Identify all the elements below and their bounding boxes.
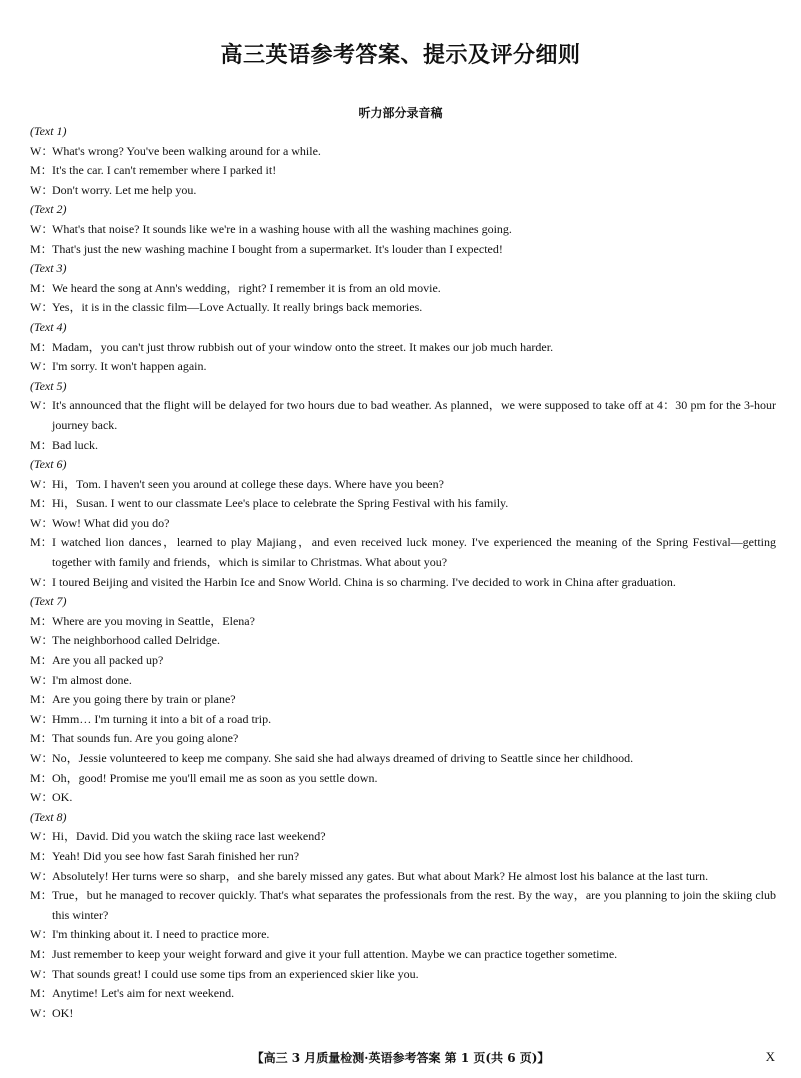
dialogue-line <box>30 514 776 534</box>
speaker-label: M： <box>30 653 53 668</box>
speaker-label: M： <box>30 692 53 707</box>
text-marker: (Text 5) <box>30 378 67 393</box>
dialogue-text: The neighborhood called Delridge. <box>52 633 220 648</box>
speaker-label: W： <box>30 711 54 726</box>
dialogue-line <box>30 710 776 730</box>
speaker-label: M： <box>30 986 53 1001</box>
transcript <box>30 122 776 1023</box>
speaker-label: M： <box>30 280 53 295</box>
dialogue-line <box>30 357 776 377</box>
dialogue-text: Hi，David. Did you watch the skiing race last weekend? <box>52 829 326 844</box>
dialogue-line <box>30 181 776 201</box>
text-marker: (Text 2) <box>30 202 67 217</box>
dialogue-text: OK. <box>52 790 73 805</box>
page-title: 高三英语参考答案、提示及评分细则 <box>220 43 581 68</box>
speaker-label: W： <box>30 300 54 315</box>
speaker-label: W： <box>30 221 54 236</box>
dialogue-line <box>30 396 776 435</box>
dialogue-text: That's just the new washing machine I bought from a supermarket. It's louder than I expected! <box>52 241 503 256</box>
speaker-label: W： <box>30 143 54 158</box>
dialogue-line <box>30 690 776 710</box>
dialogue-text: Anytime! Let's aim for next weekend. <box>52 986 235 1001</box>
speaker-label: W： <box>30 515 54 530</box>
speaker-label: M： <box>30 241 53 256</box>
dialogue-text: No，Jessie volunteered to keep me company. She said she had always dreamed of driving to Seattle since her childhood. <box>52 751 634 765</box>
dialogue-line <box>30 749 776 769</box>
dialogue-line <box>30 494 776 514</box>
dialogue-text: That sounds fun. Are you going alone? <box>52 731 239 746</box>
dialogue-line <box>30 279 776 299</box>
dialogue-text: Hmm… I'm turning it into a bit of a road trip. <box>52 711 272 726</box>
dialogue-text: What's that noise? It sounds like we're in a washing house with all the washing machines going. <box>52 221 512 236</box>
dialogue-text: Absolutely! Her turns were so sharp，and she barely missed any gates. But what about Mark? He almost lost his balance at the last turn. <box>52 868 709 883</box>
dialogue-line <box>30 827 776 847</box>
text-marker: (Text 7) <box>30 594 67 609</box>
dialogue-line <box>30 338 776 358</box>
text-marker: (Text 6) <box>30 457 67 472</box>
speaker-label: M： <box>30 437 53 452</box>
dialogue-text: Don't worry. Let me help you. <box>52 182 197 197</box>
text-marker: (Text 3) <box>30 261 67 276</box>
dialogue-line <box>30 847 776 867</box>
speaker-label: W： <box>30 574 54 589</box>
dialogue-text: Are you all packed up? <box>52 653 164 668</box>
section-subtitle: 听力部分录音稿 <box>358 106 443 120</box>
dialogue-text: It's the car. I can't remember where I parked it! <box>52 163 277 178</box>
dialogue-text: I'm almost done. <box>52 672 132 687</box>
speaker-label: M： <box>30 496 53 511</box>
corner-mark: X <box>765 1049 775 1064</box>
dialogue-line <box>30 769 776 789</box>
dialogue-line <box>30 867 776 887</box>
dialogue-text: True，but he managed to recover quickly. That's what separates the professionals from the rest. By the way，are you planning to join the skiing club this winter? <box>52 888 776 922</box>
text-marker: (Text 8) <box>30 809 67 824</box>
dialogue-text: That sounds great! I could use some tips from an experienced skier like you. <box>52 966 419 981</box>
speaker-label: M： <box>30 888 53 903</box>
dialogue-text: Just remember to keep your weight forward and give it your full attention. Maybe we can practice together sometime. <box>52 946 618 961</box>
dialogue-text: What's wrong? You've been walking around for a while. <box>52 143 321 158</box>
dialogue-line <box>30 671 776 691</box>
dialogue-line <box>30 788 776 808</box>
dialogue-text: Yeah! Did you see how fast Sarah finished her run? <box>52 848 300 863</box>
dialogue-line <box>30 240 776 260</box>
dialogue-text: I'm sorry. It won't happen again. <box>52 359 207 374</box>
dialogue-text: Wow! What did you do? <box>52 515 170 530</box>
dialogue-line <box>30 886 776 925</box>
page-footer: 【高三 3 月质量检测·英语参考答案 第 1 页(共 6 页)】 <box>251 1051 550 1065</box>
speaker-label: M： <box>30 770 53 785</box>
dialogue-text: I'm thinking about it. I need to practice more. <box>52 927 270 942</box>
dialogue-line <box>30 945 776 965</box>
dialogue-line <box>30 436 776 456</box>
dialogue-line <box>30 161 776 181</box>
dialogue-line <box>30 651 776 671</box>
speaker-label: M： <box>30 535 53 550</box>
dialogue-text: I toured Beijing and visited the Harbin Ice and Snow World. China is so charming. I've decided to work in China after graduation. <box>52 574 676 589</box>
dialogue-line <box>30 573 776 593</box>
dialogue-text: OK! <box>52 1005 74 1020</box>
text-marker: (Text 4) <box>30 319 67 334</box>
speaker-label: W： <box>30 633 54 648</box>
speaker-label: W： <box>30 1005 54 1020</box>
dialogue-text: Madam，you can't just throw rubbish out of your window onto the street. It makes our job much harder. <box>52 339 554 354</box>
dialogue-line <box>30 984 776 1004</box>
speaker-label: W： <box>30 751 54 765</box>
dialogue-line <box>30 298 776 318</box>
dialogue-text: Where are you moving in Seattle，Elena? <box>52 613 255 628</box>
dialogue-text: Oh，good! Promise me you'll email me as soon as you settle down. <box>52 770 378 785</box>
speaker-label: M： <box>30 848 53 863</box>
dialogue-text: Hi，Susan. I went to our classmate Lee's place to celebrate the Spring Festival with his family. <box>52 496 509 511</box>
dialogue-text: It's announced that the flight will be delayed for two hours due to bad weather. As planned，we were supposed to take off at 4：30 pm for the 3-hour journey back. <box>52 398 776 432</box>
dialogue-line <box>30 142 776 162</box>
dialogue-text: Hi，Tom. I haven't seen you around at college these days. Where have you been? <box>52 476 444 491</box>
text-marker: (Text 1) <box>30 124 67 138</box>
speaker-label: W： <box>30 182 54 197</box>
speaker-label: W： <box>30 398 54 413</box>
speaker-label: W： <box>30 927 54 942</box>
speaker-label: W： <box>30 790 54 805</box>
speaker-label: W： <box>30 829 54 844</box>
speaker-label: M： <box>30 946 53 961</box>
speaker-label: W： <box>30 672 54 687</box>
speaker-label: M： <box>30 163 53 178</box>
speaker-label: W： <box>30 966 54 981</box>
dialogue-line <box>30 533 776 572</box>
dialogue-text: I watched lion dances，learned to play Majiang，and even received luck money. I've experienced the meaning of the Spring Festival—getting together with family and friends，which is similar to Christmas. What about you? <box>52 535 776 570</box>
speaker-label: W： <box>30 868 54 883</box>
dialogue-line <box>30 925 776 945</box>
speaker-label: W： <box>30 359 54 374</box>
dialogue-text: Bad luck. <box>52 437 98 452</box>
dialogue-line <box>30 475 776 495</box>
dialogue-line <box>30 220 776 240</box>
speaker-label: M： <box>30 731 53 746</box>
dialogue-line <box>30 1004 776 1024</box>
speaker-label: M： <box>30 613 53 628</box>
dialogue-line <box>30 631 776 651</box>
dialogue-line <box>30 965 776 985</box>
dialogue-line <box>30 612 776 632</box>
dialogue-text: We heard the song at Ann's wedding，right? I remember it is from an old movie. <box>52 280 441 295</box>
speaker-label: W： <box>30 476 54 491</box>
dialogue-text: Are you going there by train or plane? <box>52 692 236 707</box>
speaker-label: M： <box>30 339 53 354</box>
dialogue-line <box>30 729 776 749</box>
dialogue-text: Yes，it is in the classic film—Love Actually. It really brings back memories. <box>52 300 423 315</box>
